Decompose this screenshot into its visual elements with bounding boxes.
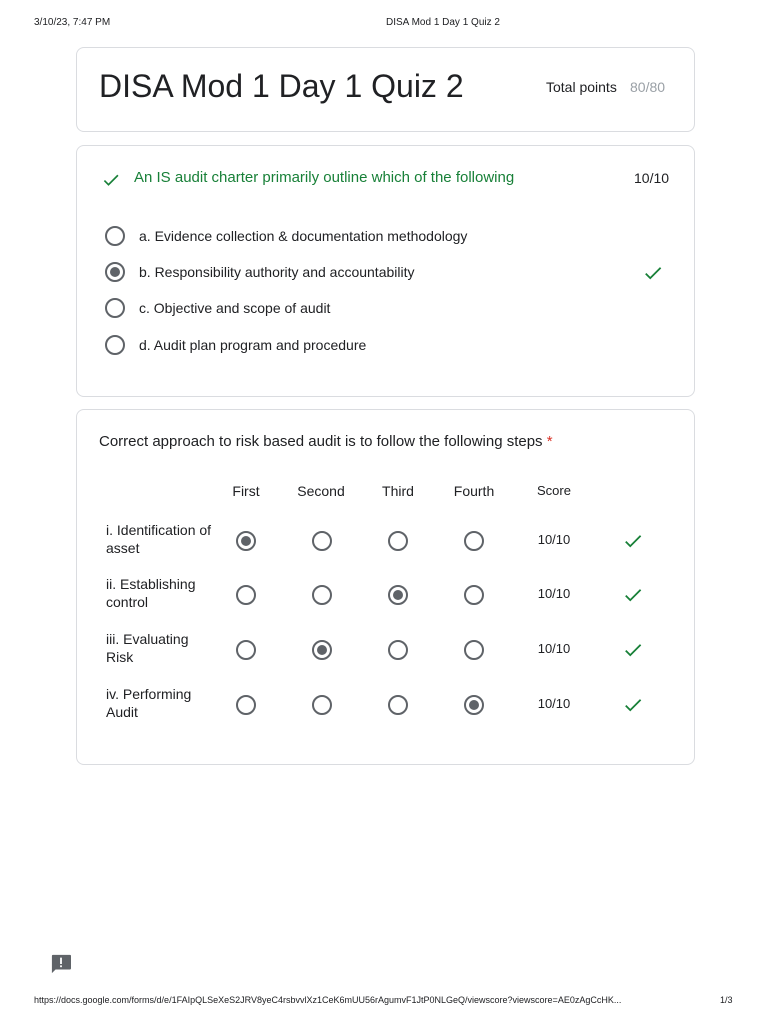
grid-radio-first[interactable] bbox=[236, 640, 256, 660]
grid-radio-third[interactable] bbox=[388, 640, 408, 660]
column-header-fourth: Fourth bbox=[453, 483, 495, 499]
grid-radio-fourth[interactable] bbox=[464, 585, 484, 605]
grid-row-3 bbox=[77, 630, 696, 670]
question-2-title bbox=[99, 433, 553, 450]
grid-radio-fourth-selected[interactable] bbox=[464, 695, 484, 715]
row-label: iv. Performing Audit bbox=[106, 686, 192, 720]
total-points-value: 80/80 bbox=[630, 79, 666, 95]
grid-row-2 bbox=[77, 575, 696, 615]
check-icon bbox=[101, 170, 121, 190]
row-label: i. Identification of asset bbox=[106, 522, 212, 556]
question-card-1 bbox=[76, 145, 695, 397]
quiz-header-card bbox=[76, 47, 695, 132]
column-header-first: First bbox=[232, 483, 260, 499]
quiz-title: DISA Mod 1 Day 1 Quiz 2 bbox=[99, 68, 464, 104]
column-header-second: Second bbox=[297, 483, 345, 499]
print-date: 3/10/23, 7:47 PM bbox=[34, 17, 111, 28]
grid-radio-second[interactable] bbox=[312, 531, 332, 551]
grid-radio-second-selected[interactable] bbox=[312, 640, 332, 660]
grid-radio-first-selected[interactable] bbox=[236, 531, 256, 551]
check-icon bbox=[622, 694, 644, 716]
question-card-2 bbox=[76, 409, 695, 765]
grid-radio-first[interactable] bbox=[236, 585, 256, 605]
column-header-third: Third bbox=[382, 483, 414, 499]
print-title: DISA Mod 1 Day 1 Quiz 2 bbox=[386, 17, 500, 28]
check-icon bbox=[622, 639, 644, 661]
grid-radio-fourth[interactable] bbox=[464, 531, 484, 551]
option-label: b. Responsibility authority and accountability bbox=[139, 264, 415, 280]
column-header-score: Score bbox=[537, 483, 571, 498]
grid-radio-second[interactable] bbox=[312, 585, 332, 605]
option-label: c. Objective and scope of audit bbox=[139, 300, 331, 316]
footer-url: https://docs.google.com/forms/d/e/1FAIpQLSeXeS2JRV8yeC4rsbvvlXz1CeK6mUU56rAgumvF1JtP0NLGeQ/viewscore?viewscore=AE0zAgCcHK... bbox=[34, 995, 622, 1005]
grid-row-1 bbox=[77, 521, 696, 561]
radio-button[interactable] bbox=[105, 298, 125, 318]
check-icon bbox=[642, 262, 664, 284]
option-label: a. Evidence collection & documentation methodology bbox=[139, 228, 468, 244]
radio-button[interactable] bbox=[105, 335, 125, 355]
total-points-label: Total points bbox=[546, 79, 617, 95]
check-icon bbox=[622, 530, 644, 552]
option-b[interactable] bbox=[105, 261, 665, 285]
row-label: ii. Establishing control bbox=[106, 576, 196, 610]
check-icon bbox=[622, 584, 644, 606]
row-score: 10/10 bbox=[537, 641, 571, 656]
print-footer bbox=[34, 995, 734, 1007]
row-score: 10/10 bbox=[537, 532, 571, 547]
required-marker: * bbox=[546, 433, 553, 450]
grid-row-4 bbox=[77, 685, 696, 725]
option-c[interactable] bbox=[105, 297, 665, 321]
feedback-icon[interactable] bbox=[50, 954, 72, 974]
option-a[interactable] bbox=[105, 225, 665, 249]
row-score: 10/10 bbox=[537, 586, 571, 601]
grid-radio-third[interactable] bbox=[388, 695, 408, 715]
question-1-title: An IS audit charter primarily outline which of the following bbox=[134, 169, 515, 186]
radio-button[interactable] bbox=[105, 226, 125, 246]
radio-button-selected[interactable] bbox=[105, 262, 125, 282]
grid-radio-fourth[interactable] bbox=[464, 640, 484, 660]
question-2-text: Correct approach to risk based audit is to follow the following steps bbox=[99, 433, 543, 450]
grid-radio-third-selected[interactable] bbox=[388, 585, 408, 605]
option-label: d. Audit plan program and procedure bbox=[139, 337, 367, 353]
footer-page-number: 1/3 bbox=[720, 995, 733, 1005]
grid-radio-third[interactable] bbox=[388, 531, 408, 551]
row-label: iii. Evaluating Risk bbox=[106, 631, 189, 665]
question-1-score: 10/10 bbox=[634, 170, 670, 186]
option-d[interactable] bbox=[105, 334, 665, 358]
row-score: 10/10 bbox=[537, 696, 571, 711]
print-header bbox=[0, 17, 768, 31]
grid-radio-first[interactable] bbox=[236, 695, 256, 715]
grid-radio-second[interactable] bbox=[312, 695, 332, 715]
